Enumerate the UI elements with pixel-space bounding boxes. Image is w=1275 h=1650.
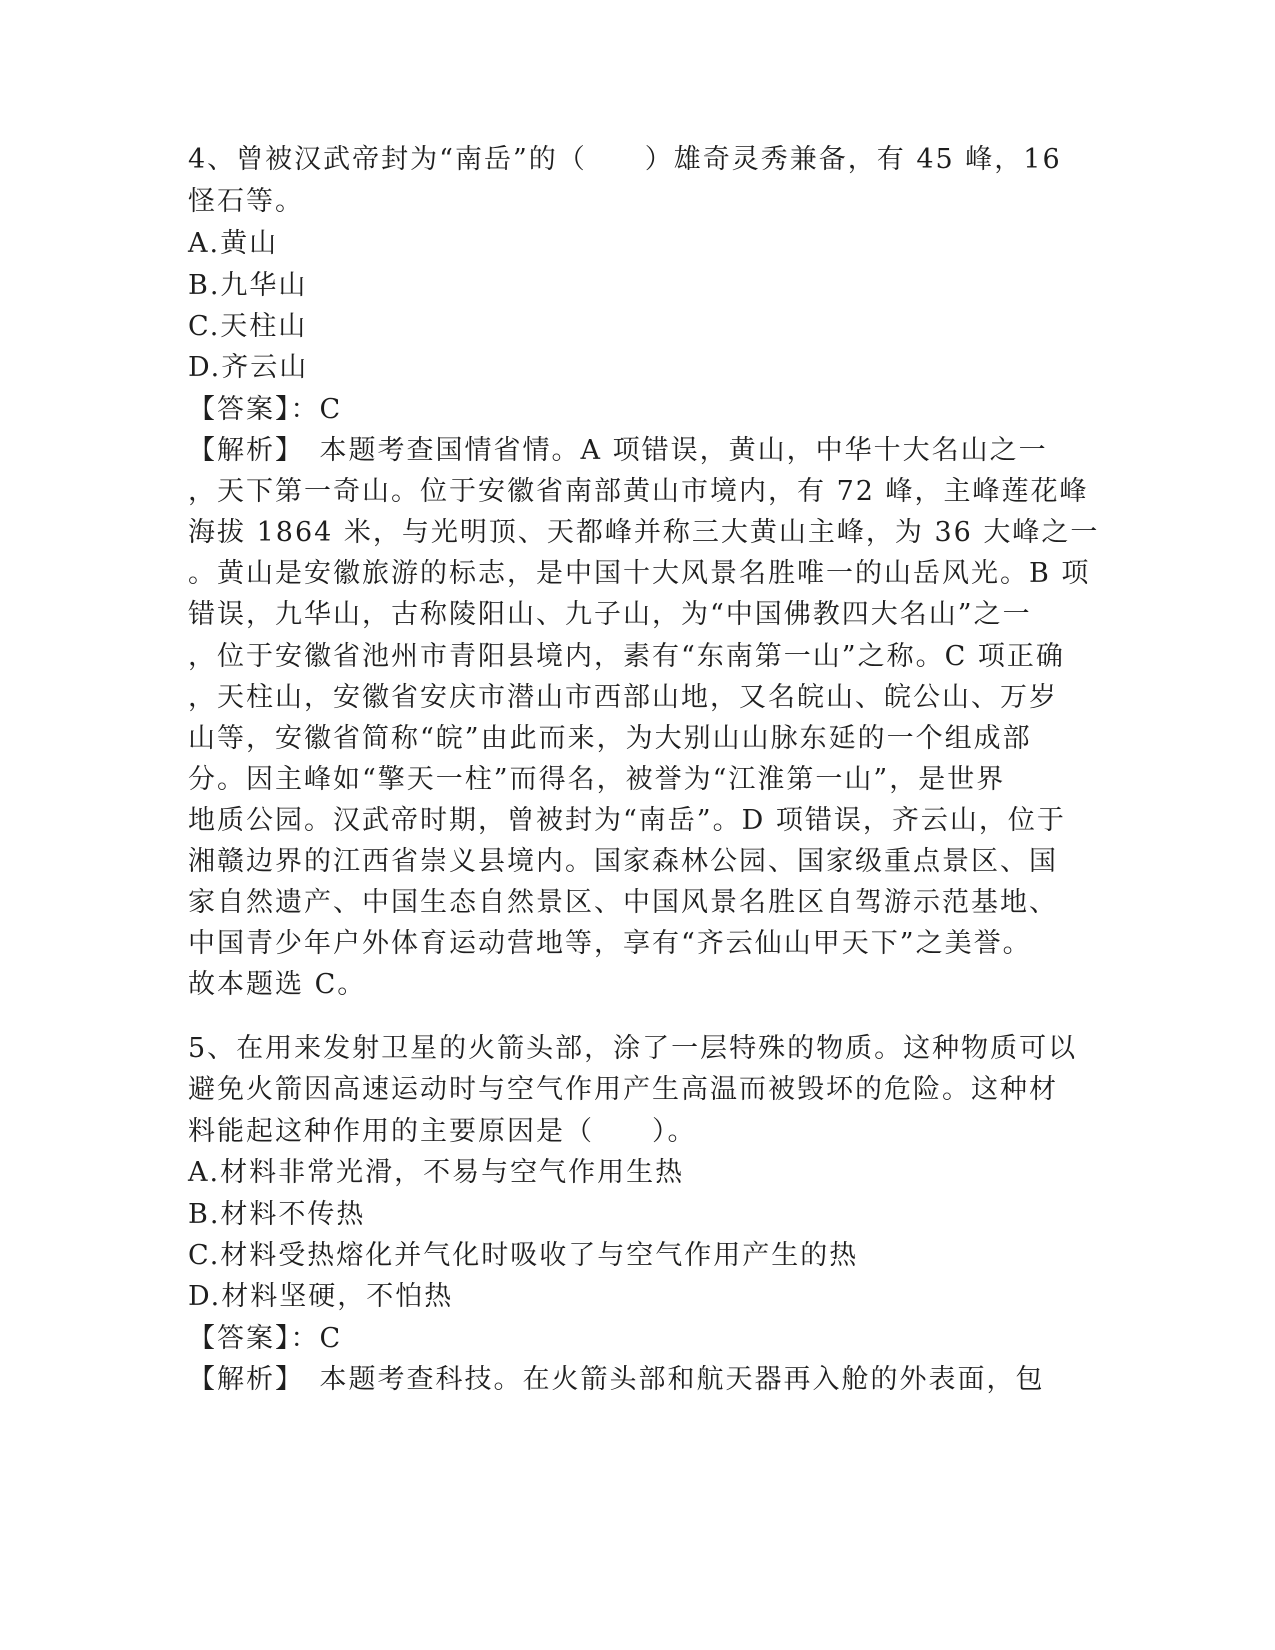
q4-analysis-line: ，位于安徽省池州市青阳县境内，素有“东南第一山”之称。C 项正确 xyxy=(188,641,1065,672)
q4-analysis-line: 海拔 1864 米，与光明顶、天都峰并称三大黄山主峰，为 36 大峰之一 xyxy=(188,517,1100,548)
q4-analysis-line: 家自然遗产、中国生态自然景区、中国风景名胜区自驾游示范基地、 xyxy=(188,887,1058,918)
q5-stem-line-3: 料能起这种作用的主要原因是（ ）。 xyxy=(188,1116,697,1147)
q4-option-d: D.齐云山 xyxy=(188,352,309,383)
q5-analysis-line: 【解析】 本题考查科技。在火箭头部和航天器再入舱的外表面，包 xyxy=(188,1364,1045,1395)
q5-stem-line-1: 5、在用来发射卫星的火箭头部，涂了一层特殊的物质。这种物质可以 xyxy=(188,1033,1078,1064)
q4-analysis-line: 故本题选 C。 xyxy=(188,969,367,1000)
q5-option-b: B.材料不传热 xyxy=(188,1199,366,1230)
q4-analysis-line: 。黄山是安徽旅游的标志，是中国十大风景名胜唯一的山岳风光。B 项 xyxy=(188,558,1091,589)
q5-option-a: A.材料非常光滑，不易与空气作用生热 xyxy=(188,1157,685,1188)
q5-option-c: C.材料受热熔化并气化时吸收了与空气作用产生的热 xyxy=(188,1240,859,1271)
q5-answer: 【答案】：C xyxy=(188,1323,343,1354)
q4-option-c: C.天柱山 xyxy=(188,311,308,342)
q4-analysis-line: 地质公园。汉武帝时期，曾被封为“南岳”。D 项错误，齐云山，位于 xyxy=(188,805,1066,836)
q5-option-d: D.材料坚硬，不怕热 xyxy=(188,1281,454,1312)
q4-analysis-line: 湘赣边界的江西省崇义县境内。国家森林公园、国家级重点景区、国 xyxy=(188,846,1058,877)
q4-analysis-line: 山等，安徽省简称“皖”由此而来，为大别山山脉东延的一个组成部 xyxy=(188,723,1032,754)
q4-answer: 【答案】：C xyxy=(188,394,343,425)
q4-analysis-line: 中国青少年户外体育运动营地等，享有“齐云仙山甲天下”之美誉。 xyxy=(188,928,1032,959)
q4-analysis-line: ，天下第一奇山。位于安徽省南部黄山市境内，有 72 峰，主峰莲花峰 xyxy=(188,476,1089,507)
q4-analysis-line: ，天柱山，安徽省安庆市潜山市西部山地，又名皖山、皖公山、万岁 xyxy=(188,682,1058,713)
q5-stem-line-2: 避免火箭因高速运动时与空气作用产生高温而被毁坏的危险。这种材 xyxy=(188,1074,1058,1105)
q4-analysis-line: 分。因主峰如“擎天一柱”而得名，被誉为“江淮第一山”，是世界 xyxy=(188,764,1006,795)
q4-stem-line-2: 怪石等。 xyxy=(188,186,304,217)
q4-analysis-line: 错误，九华山，古称陵阳山、九子山，为“中国佛教四大名山”之一 xyxy=(188,599,1032,630)
q4-analysis-line: 【解析】 本题考查国情省情。A 项错误，黄山，中华十大名山之一 xyxy=(188,435,1048,466)
q4-option-b: B.九华山 xyxy=(188,270,308,301)
q4-option-a: A.黄山 xyxy=(188,228,279,259)
q4-stem-line-1: 4、曾被汉武帝封为“南岳”的（ ）雄奇灵秀兼备，有 45 峰，16 xyxy=(188,144,1062,175)
